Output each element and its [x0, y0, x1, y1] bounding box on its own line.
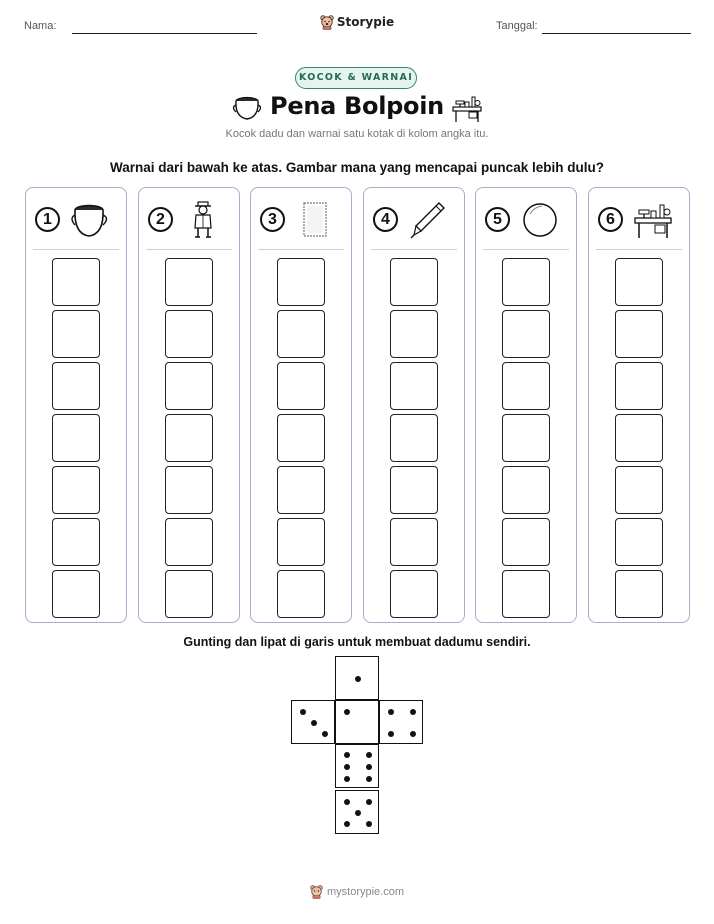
column-header	[139, 198, 239, 244]
die-pip	[366, 799, 372, 805]
color-box[interactable]	[52, 466, 100, 514]
column-header	[364, 198, 464, 244]
color-box[interactable]	[52, 518, 100, 566]
column-divider	[371, 249, 457, 250]
column-number: 6	[598, 207, 623, 232]
die-face-right	[379, 700, 423, 744]
die-pip	[410, 731, 416, 737]
column-divider	[258, 249, 344, 250]
color-box[interactable]	[277, 518, 325, 566]
die-pip	[366, 821, 372, 827]
color-box[interactable]	[165, 310, 213, 358]
column-number: 4	[373, 207, 398, 232]
color-box[interactable]	[390, 310, 438, 358]
color-box[interactable]	[165, 570, 213, 618]
column-divider	[33, 249, 119, 250]
color-box[interactable]	[52, 414, 100, 462]
die-pip	[410, 709, 416, 715]
color-box[interactable]	[277, 570, 325, 618]
die-face-bottom	[335, 790, 379, 834]
color-box[interactable]	[277, 414, 325, 462]
die-pip	[344, 752, 350, 758]
name-label: Nama:	[24, 20, 57, 32]
die-pip	[344, 799, 350, 805]
man-icon	[183, 200, 223, 240]
column-header	[476, 198, 576, 244]
color-box[interactable]	[165, 518, 213, 566]
column-divider	[596, 249, 682, 250]
die-pip	[388, 731, 394, 737]
color-box[interactable]	[52, 258, 100, 306]
column-3	[250, 187, 352, 623]
column-5	[475, 187, 577, 623]
die-pip	[300, 709, 306, 715]
die-face-top	[335, 656, 379, 700]
brand-name: Storypie	[336, 15, 395, 29]
color-box[interactable]	[52, 310, 100, 358]
color-box[interactable]	[165, 466, 213, 514]
color-box[interactable]	[165, 258, 213, 306]
pot-icon	[70, 200, 110, 240]
color-box[interactable]	[502, 258, 550, 306]
page-title: Pena Bolpoin	[270, 92, 444, 120]
column-6	[588, 187, 690, 623]
die-pip	[322, 731, 328, 737]
column-header	[251, 198, 351, 244]
color-box[interactable]	[502, 466, 550, 514]
pen-icon	[408, 200, 448, 240]
circle-icon	[520, 200, 560, 240]
die-pip	[344, 821, 350, 827]
cut-instruction: Gunting dan lipat di garis untuk membuat dadumu sendiri.	[183, 635, 531, 649]
color-box[interactable]	[277, 258, 325, 306]
color-box[interactable]	[615, 258, 663, 306]
die-face-left	[291, 700, 335, 744]
color-box[interactable]	[390, 414, 438, 462]
color-box[interactable]	[502, 414, 550, 462]
bear-icon	[310, 884, 323, 899]
die-pip	[366, 776, 372, 782]
color-box[interactable]	[277, 362, 325, 410]
column-number: 3	[260, 207, 285, 232]
color-box[interactable]	[502, 362, 550, 410]
instruction: Warnai dari bawah ke atas. Gambar mana yang mencapai puncak lebih dulu?	[110, 160, 604, 175]
die-pip	[344, 776, 350, 782]
color-box[interactable]	[52, 570, 100, 618]
column-divider	[146, 249, 232, 250]
activity-badge: KOCOK & WARNAI	[295, 67, 417, 89]
color-box[interactable]	[615, 414, 663, 462]
footer	[0, 884, 714, 903]
column-divider	[483, 249, 569, 250]
subtitle: Kocok dadu dan warnai satu kotak di kolom angka itu.	[225, 128, 489, 140]
die-pip	[366, 752, 372, 758]
color-box[interactable]	[615, 518, 663, 566]
color-box[interactable]	[502, 518, 550, 566]
footer-url: mystorypie.com	[326, 885, 405, 898]
color-box[interactable]	[390, 570, 438, 618]
column-header	[26, 198, 126, 244]
workbench-icon	[633, 200, 673, 240]
color-box[interactable]	[165, 362, 213, 410]
brand-logo	[0, 14, 714, 34]
color-box[interactable]	[390, 518, 438, 566]
die-face-center	[335, 700, 379, 744]
color-box[interactable]	[390, 466, 438, 514]
color-box[interactable]	[615, 362, 663, 410]
die-pip	[388, 709, 394, 715]
bear-icon	[320, 14, 334, 30]
die-pip	[355, 676, 361, 682]
color-box[interactable]	[502, 570, 550, 618]
column-number: 1	[35, 207, 60, 232]
color-box[interactable]	[390, 258, 438, 306]
column-number: 5	[485, 207, 510, 232]
color-box[interactable]	[52, 362, 100, 410]
color-box[interactable]	[615, 466, 663, 514]
column-2	[138, 187, 240, 623]
color-box[interactable]	[390, 362, 438, 410]
die-pip	[355, 810, 361, 816]
color-box[interactable]	[165, 414, 213, 462]
column-header	[589, 198, 689, 244]
column-1	[25, 187, 127, 623]
column-4	[363, 187, 465, 623]
paper-icon	[295, 200, 335, 240]
die-pip	[366, 764, 372, 770]
workbench-icon	[451, 93, 483, 123]
die-pip	[344, 764, 350, 770]
date-line	[542, 33, 691, 34]
column-number: 2	[148, 207, 173, 232]
die-face-lower	[335, 744, 379, 788]
color-box[interactable]	[615, 310, 663, 358]
die-pip	[344, 709, 350, 715]
die-pip	[311, 720, 317, 726]
color-box[interactable]	[277, 310, 325, 358]
color-box[interactable]	[502, 310, 550, 358]
color-box[interactable]	[277, 466, 325, 514]
date-label: Tanggal:	[496, 20, 538, 32]
color-box[interactable]	[615, 570, 663, 618]
